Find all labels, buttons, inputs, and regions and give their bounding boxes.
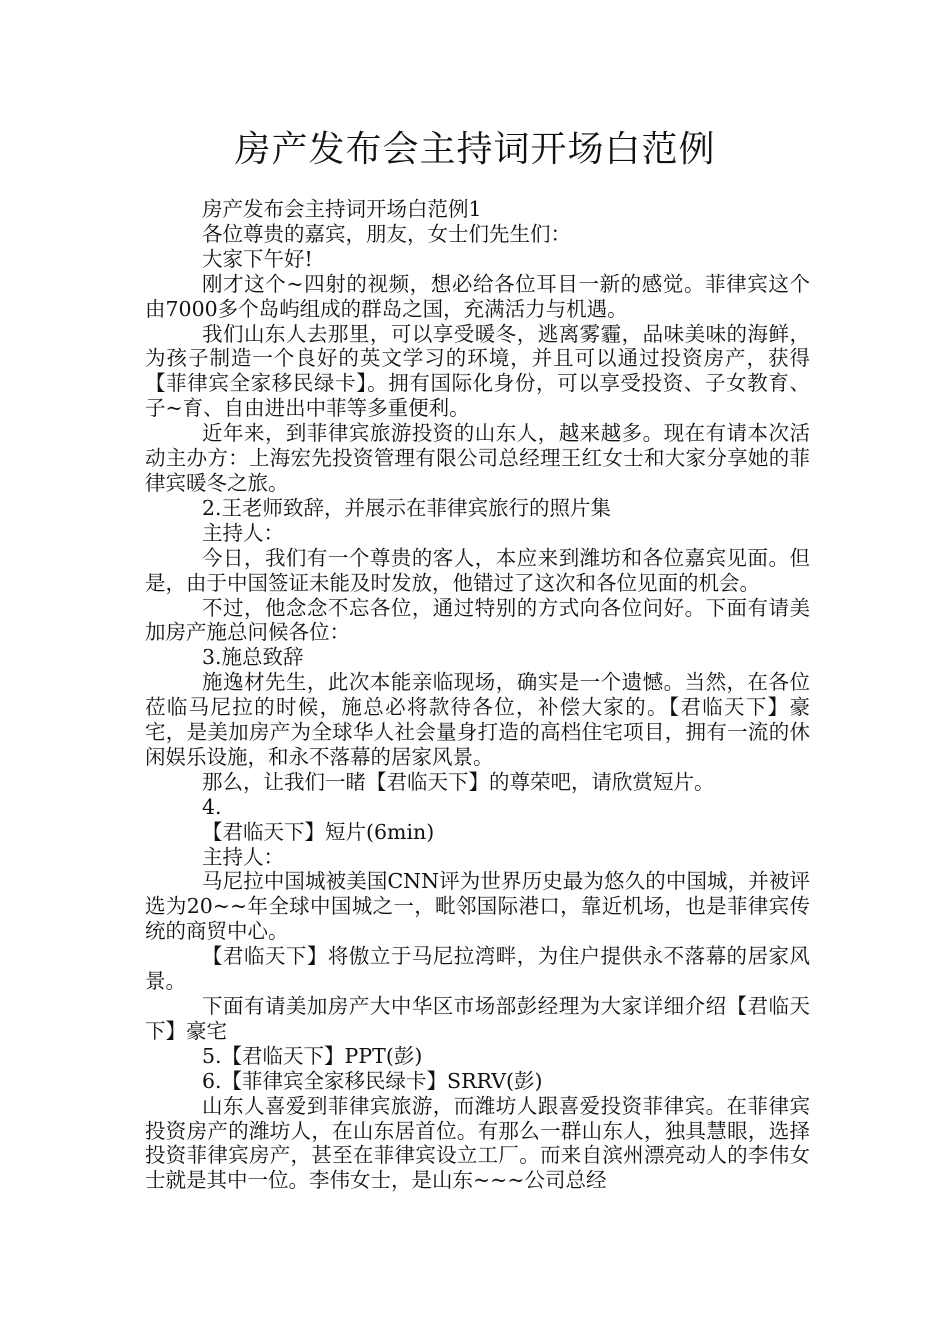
paragraph: 今日，我们有一个尊贵的客人，本应来到潍坊和各位嘉宾见面。但是，由于中国签证未能及时发放，他错过了这次和各位见面的机会。	[145, 545, 810, 595]
document-title: 房产发布会主持词开场白范例	[234, 129, 716, 170]
paragraph: 我们山东人去那里，可以享受暖冬，逃离雾霾，品味美味的海鲜，为孩子制造一个良好的英文学习的环境，并且可以通过投资房产，获得【菲律宾全家移民绿卡】。拥有国际化身份，可以享受投资、子女教育、子~育、自由进出中菲等多重便利。	[145, 321, 810, 421]
paragraph: 山东人喜爱到菲律宾旅游，而潍坊人跟喜爱投资菲律宾。在菲律宾投资房产的潍坊人，在山东居首位。有那么一群山东人，独具慧眼，选择投资菲律宾房产，甚至在菲律宾设立工厂。而来自滨州漂亮动人的李伟女士就是其中一位。李伟女士，是山东~~~公司总经	[145, 1093, 810, 1193]
paragraph: 大家下午好!	[202, 246, 313, 271]
paragraph: 主持人：	[202, 844, 284, 869]
paragraph: 【君临天下】短片(6min)	[202, 819, 435, 844]
paragraph: 5.【君临天下】PPT(彭)	[202, 1043, 423, 1068]
paragraph: 那么，让我们一睹【君临天下】的尊荣吧，请欣赏短片。	[202, 769, 715, 794]
paragraph: 6.【菲律宾全家移民绿卡】SRRV(彭)	[202, 1068, 543, 1093]
paragraph: 房产发布会主持词开场白范例1	[202, 197, 482, 221]
paragraph: 主持人：	[202, 520, 284, 545]
paragraph: 不过，他念念不忘各位，通过特别的方式向各位问好。下面有请美加房产施总问候各位：	[145, 595, 810, 645]
paragraph: 各位尊贵的嘉宾，朋友，女士们先生们：	[202, 221, 571, 246]
paragraph: 马尼拉中国城被美国CNN评为世界历史最为悠久的中国城，并被评选为20~~年全球中国城之一，毗邻国际港口，靠近机场，也是菲律宾传统的商贸中心。	[145, 869, 810, 944]
paragraph: 刚才这个~四射的视频，想必给各位耳目一新的感觉。菲律宾这个由7000多个岛屿组成的群岛之国，充满活力与机遇。	[145, 271, 810, 321]
paragraph: 近年来，到菲律宾旅游投资的山东人，越来越多。现在有请本次活动主办方：上海宏先投资管理有限公司总经理王红女士和大家分享她的菲律宾暖冬之旅。	[145, 421, 810, 495]
paragraph: 2.王老师致辞，并展示在菲律宾旅行的照片集	[202, 495, 612, 520]
paragraph: 施逸材先生，此次本能亲临现场，确实是一个遗憾。当然，在各位莅临马尼拉的时候，施总必将款待各位，补偿大家的。【君临天下】豪宅，是美加房产为全球华人社会量身打造的高档住宅项目，拥有一流的休闲娱乐设施，和永不落幕的居家风景。	[145, 670, 810, 769]
paragraph: 【君临天下】将傲立于马尼拉湾畔，为住户提供永不落幕的居家风景。	[145, 944, 810, 994]
paragraph: 3.施总致辞	[202, 645, 304, 670]
paragraph: 4.	[202, 794, 222, 819]
paragraph: 下面有请美加房产大中华区市场部彭经理为大家详细介绍【君临天下】豪宅	[145, 994, 810, 1043]
document-body	[145, 197, 810, 1193]
